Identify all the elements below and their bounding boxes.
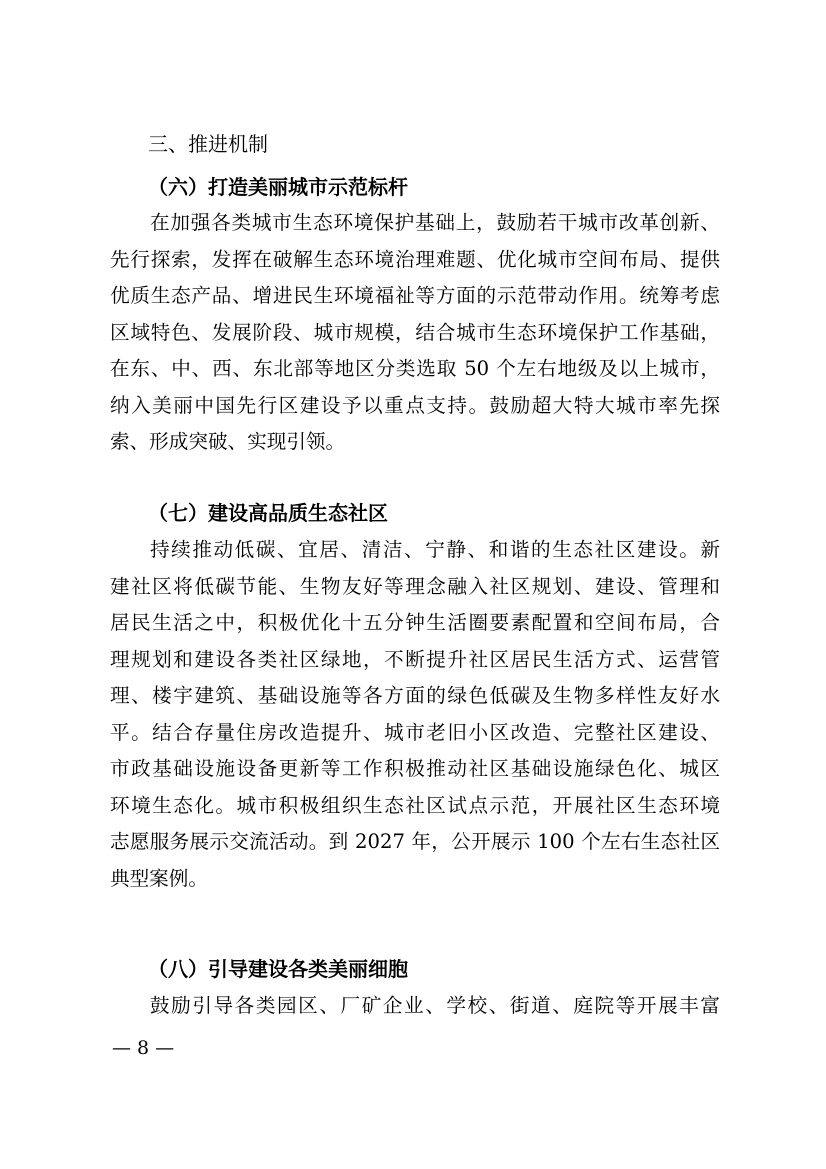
paragraph-7 [110,532,720,897]
paragraph-line: 纳入美丽中国先行区建设予以重点支持。鼓励超大特大城市率先探 [110,393,720,417]
subsection-title-6: （六）打造美丽城市示范标杆 [148,175,408,199]
paragraph-line: 居民生活之中，积极优化十五分钟生活圈要素配置和空间布局，合 [110,611,720,634]
paragraph-6 [110,205,720,461]
paragraph-line: 理规划和建设各类社区绿地，不断提升社区居民生活方式、运营管 [110,647,720,671]
paragraph-line: 理、楼宇建筑、基础设施等各方面的绿色低碳及生物多样性友好水 [110,684,720,707]
paragraph-line: 典型案例。 [110,866,208,890]
paragraph-line: 先行探索，发挥在破解生态环境治理难题、优化城市空间布局、提供 [110,247,720,271]
paragraph-line: 索、形成突破、实现引领。 [110,430,346,453]
paragraph-line: 区域特色、发展阶段、城市规模，结合城市生态环境保护工作基础， [110,320,720,344]
paragraph-line: 市政基础设施设备更新等工作积极推动社区基础设施绿色化、城区 [110,757,720,780]
subsection-title-7: （七）建设高品质生态社区 [148,501,388,525]
paragraph-line: 建社区将低碳节能、生物友好等理念融入社区规划、建设、管理和 [110,574,720,598]
section-title: 三、推进机制 [148,132,268,156]
page-number: — 8 — [112,1037,175,1059]
paragraph-line: 持续推动低碳、宜居、清洁、宁静、和谐的生态社区建设。新 [150,538,720,561]
paragraph-line: 鼓励引导各类园区、厂矿企业、学校、街道、庭院等开展丰富 [150,994,720,1017]
paragraph-line: 优质生态产品、增进民生环境福祉等方面的示范带动作用。统筹考虑 [110,284,720,307]
paragraph-line: 在加强各类城市生态环境保护基础上，鼓励若干城市改革创新、 [150,211,720,234]
paragraph-line: 志愿服务展示交流活动。到 2027 年，公开展示 100 个左右生态社区 [110,830,720,853]
paragraph-line: 平。结合存量住房改造提升、城市老旧小区改造、完整社区建设、 [110,720,720,744]
paragraph-line: 在东、中、西、东北部等地区分类选取 50 个左右地级及以上城市， [110,357,720,380]
paragraph-8 [110,988,720,1025]
subsection-title-8: （八）引导建设各类美丽细胞 [148,957,408,981]
paragraph-line: 环境生态化。城市积极组织生态社区试点示范，开展社区生态环境 [110,793,720,817]
